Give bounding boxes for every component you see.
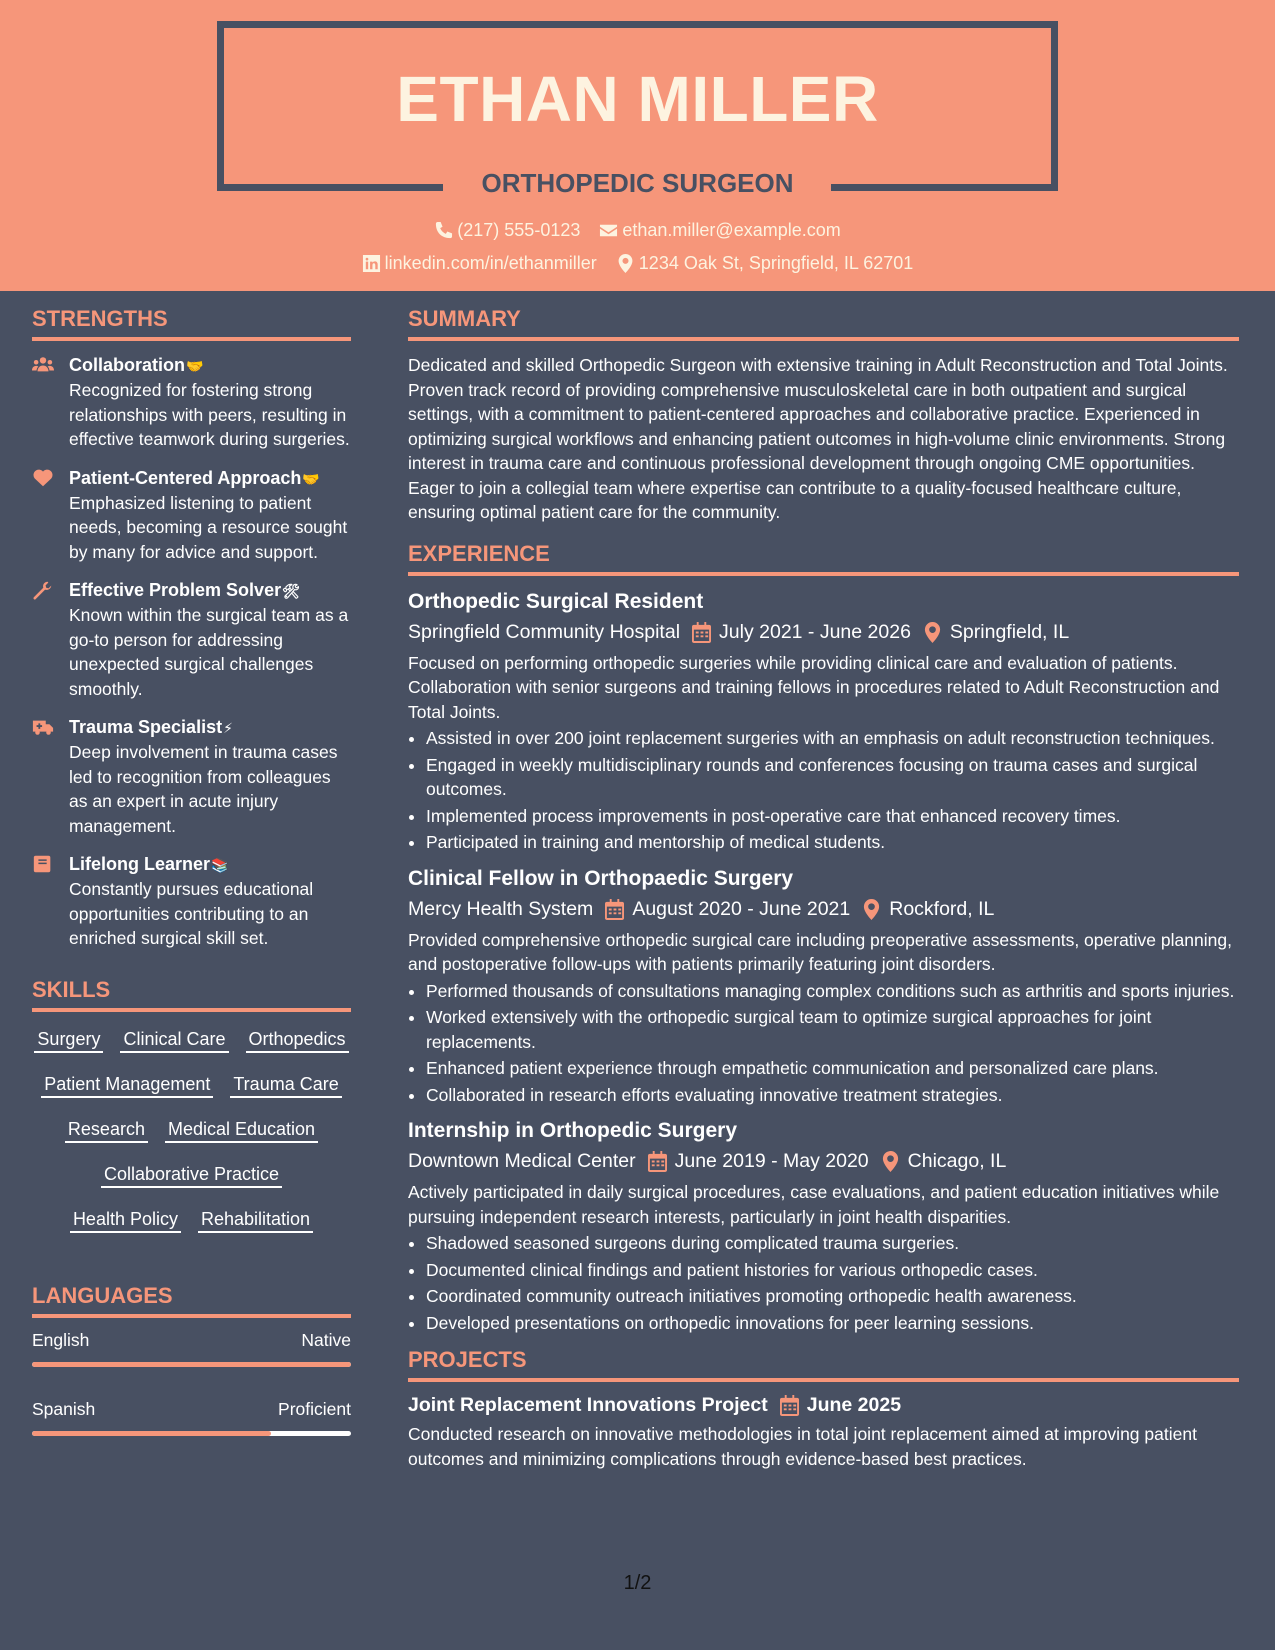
job-bullets bbox=[408, 1231, 1239, 1335]
strength-description: Deep involvement in trauma cases led to recognition from colleagues as an expert in acute injury management. bbox=[69, 742, 338, 836]
map-pin-icon bbox=[862, 899, 881, 920]
strength-description: Recognized for fostering strong relationships with peers, resulting in effective teamwork during surgeries. bbox=[69, 380, 350, 449]
phone-text: (217) 555-0123 bbox=[457, 220, 581, 240]
job-bullets bbox=[408, 979, 1239, 1108]
strength-description: Emphasized listening to patient needs, becoming a resource sought by many for advice and support. bbox=[69, 492, 348, 562]
phone-icon bbox=[434, 221, 453, 240]
languages-heading: LANGUAGES bbox=[32, 1283, 351, 1318]
job-bullet: • Worked extensively with the orthopedic surgical team to optimize surgical approaches for joint replacements. bbox=[426, 1005, 1239, 1054]
ambulance-icon bbox=[32, 717, 54, 737]
summary-text: Dedicated and skilled Orthopedic Surgeon with extensive training in Adult Reconstruction and Total Joints. Proven track record of providing comprehensive musculoskeletal care in both outpatient and surgical settings, with a commitment to patient-centered approaches and collaborative practice. Experienced in optimizing surgical workflows and enhancing patient outcomes in high-volume clinic environments. Strong interest in trauma care and continuous professional development through ongoing CME opportunities. Eager to join a collegial team where expertise can contribute to a quality-focused healthcare culture, ensuring optimal patient care for the community. bbox=[408, 355, 1228, 522]
lightning-icon: ⚡ bbox=[223, 720, 233, 736]
experience-item bbox=[408, 588, 1239, 855]
map-pin-icon bbox=[881, 1151, 900, 1172]
summary-heading: SUMMARY bbox=[408, 306, 1239, 341]
skill-tag: Clinical Care bbox=[120, 1024, 228, 1053]
phone-contact[interactable] bbox=[434, 220, 580, 241]
language-item bbox=[32, 1330, 351, 1351]
projects-heading: PROJECTS bbox=[408, 1347, 1239, 1382]
skill-tag: Research bbox=[65, 1114, 148, 1143]
job-meta bbox=[408, 621, 1239, 644]
skill-tag: Health Policy bbox=[70, 1204, 181, 1233]
job-company: Downtown Medical Center bbox=[408, 1150, 636, 1172]
job-title: Internship in Orthopedic Surgery bbox=[408, 1119, 738, 1142]
strength-title: Collaboration bbox=[69, 355, 185, 375]
job-company: Springfield Community Hospital bbox=[408, 620, 681, 643]
strength-item bbox=[32, 852, 351, 951]
skill-tag: Collaborative Practice bbox=[101, 1159, 282, 1188]
calendar-icon bbox=[605, 899, 624, 920]
job-bullet: • Developed presentations on orthopedic innovations for peer learning sessions. bbox=[426, 1311, 1239, 1336]
language-item bbox=[32, 1399, 351, 1420]
job-title: Clinical Fellow in Orthopaedic Surgery bbox=[408, 866, 794, 890]
map-pin-icon bbox=[616, 254, 635, 273]
project-header bbox=[408, 1394, 1239, 1417]
job-location: Rockford, IL bbox=[889, 897, 995, 920]
experience-item bbox=[408, 1117, 1239, 1335]
candidate-role: ORTHOPEDIC SURGEON bbox=[481, 168, 794, 198]
strength-item bbox=[32, 715, 351, 838]
language-name: Spanish bbox=[32, 1398, 96, 1419]
calendar-icon bbox=[692, 622, 711, 643]
job-description: Actively participated in daily surgical procedures, case evaluations, and patient education initiatives while pursuing independent research interests, particularly in joint health disparities. bbox=[408, 1182, 1220, 1227]
job-bullet: • Enhanced patient experience through empathetic communication and personalized care plans. bbox=[426, 1056, 1239, 1081]
map-pin-icon bbox=[923, 622, 942, 643]
book-icon bbox=[32, 854, 54, 874]
tools-icon: 🛠 bbox=[282, 583, 300, 599]
job-bullet: • Coordinated community outreach initiatives promoting orthopedic health awareness. bbox=[426, 1284, 1239, 1309]
contact-row-1 bbox=[0, 220, 1275, 245]
job-bullet: • Shadowed seasoned surgeons during complicated trauma surgeries. bbox=[426, 1231, 1239, 1256]
job-bullet: • Participated in training and mentorship of medical students. bbox=[426, 830, 1239, 855]
left-column bbox=[32, 306, 351, 1468]
language-level: Native bbox=[301, 1329, 351, 1350]
linkedin-text: linkedin.com/in/ethanmiller bbox=[384, 253, 597, 273]
job-bullets bbox=[408, 726, 1239, 855]
language-bar bbox=[32, 1431, 351, 1436]
strength-item bbox=[32, 466, 351, 565]
job-bullet: • Implemented process improvements in post-operative care that enhanced recovery times. bbox=[426, 804, 1239, 829]
resume-header bbox=[0, 0, 1275, 291]
handshake-icon: 🤝 bbox=[302, 470, 320, 487]
language-bar-fill bbox=[32, 1431, 271, 1436]
job-meta bbox=[408, 898, 1239, 921]
handshake-icon: 🤝 bbox=[186, 358, 204, 374]
experience-item bbox=[408, 865, 1239, 1108]
right-column bbox=[408, 306, 1239, 1471]
strength-title: Lifelong Learner bbox=[69, 854, 211, 874]
email-text: ethan.miller@example.com bbox=[622, 220, 841, 240]
strengths-heading: STRENGTHS bbox=[32, 306, 351, 341]
job-company: Mercy Health System bbox=[408, 897, 594, 920]
skill-tag: Surgery bbox=[34, 1024, 103, 1053]
job-meta bbox=[408, 1150, 1239, 1173]
job-description: Provided comprehensive orthopedic surgical care including preoperative assessments, operative planning, and postoperative follow-ups with patients primarily featuring joint disorders. bbox=[408, 929, 1232, 974]
skill-tag: Patient Management bbox=[41, 1069, 213, 1098]
job-dates: June 2019 - May 2020 bbox=[674, 1150, 869, 1172]
skill-tag: Medical Education bbox=[165, 1114, 318, 1143]
language-bar bbox=[32, 1362, 351, 1367]
candidate-name: ETHAN MILLER bbox=[396, 63, 879, 135]
strength-title: Patient-Centered Approach bbox=[69, 467, 302, 488]
address-contact bbox=[616, 253, 914, 274]
strength-item bbox=[32, 353, 351, 452]
job-bullet: • Engaged in weekly multidisciplinary rounds and conferences focusing on trauma cases and surgical outcomes. bbox=[426, 753, 1239, 802]
calendar-icon bbox=[648, 1151, 667, 1172]
languages-list bbox=[32, 1330, 351, 1436]
job-bullet: • Documented clinical findings and patient histories for various orthopedic cases. bbox=[426, 1258, 1239, 1283]
strength-description: Known within the surgical team as a go-to person for addressing unexpected surgical challenges smoothly. bbox=[69, 605, 349, 699]
skills-list bbox=[32, 1024, 351, 1249]
language-bar-fill bbox=[32, 1362, 351, 1367]
project-name: Joint Replacement Innovations Project bbox=[408, 1394, 768, 1416]
strength-item bbox=[32, 578, 351, 701]
project-date: June 2025 bbox=[806, 1394, 902, 1416]
job-bullet: • Collaborated in research efforts evaluating innovative treatment strategies. bbox=[426, 1083, 1239, 1108]
strength-title: Effective Problem Solver bbox=[69, 580, 282, 600]
strength-title: Trauma Specialist bbox=[69, 717, 223, 737]
experience-heading: EXPERIENCE bbox=[408, 541, 1239, 576]
job-dates: July 2021 - June 2026 bbox=[719, 620, 911, 643]
project-item bbox=[408, 1394, 1239, 1471]
skill-tag: Rehabilitation bbox=[198, 1204, 313, 1233]
envelope-icon bbox=[599, 221, 618, 240]
job-bullet: • Assisted in over 200 joint replacement surgeries with an emphasis on adult reconstruction techniques. bbox=[426, 726, 1239, 751]
skills-heading: SKILLS bbox=[32, 977, 351, 1012]
project-description: Conducted research on innovative methodologies in total joint replacement aimed at improving patient outcomes and minimizing complications through evidence-based best practices. bbox=[408, 1424, 1197, 1469]
page-indicator: 1/2 bbox=[623, 1572, 652, 1594]
linkedin-icon bbox=[362, 254, 381, 273]
email-contact[interactable] bbox=[599, 220, 840, 241]
job-dates: August 2020 - June 2021 bbox=[632, 897, 851, 920]
users-icon bbox=[32, 355, 54, 375]
strength-description: Constantly pursues educational opportunities contributing to an enriched surgical skill set. bbox=[69, 879, 314, 948]
job-location: Chicago, IL bbox=[907, 1150, 1007, 1172]
contact-row-2 bbox=[0, 253, 1275, 278]
linkedin-contact[interactable] bbox=[362, 253, 597, 274]
heart-icon bbox=[32, 468, 54, 488]
calendar-icon bbox=[780, 1395, 799, 1416]
language-name: English bbox=[32, 1329, 90, 1350]
job-location: Springfield, IL bbox=[949, 620, 1070, 643]
skill-tag: Orthopedics bbox=[246, 1024, 349, 1053]
language-level: Proficient bbox=[278, 1398, 351, 1419]
address-text: 1234 Oak St, Springfield, IL 62701 bbox=[638, 253, 914, 273]
job-bullet: • Performed thousands of consultations managing complex conditions such as arthritis and sports injuries. bbox=[426, 979, 1239, 1004]
job-title: Orthopedic Surgical Resident bbox=[408, 589, 704, 613]
skill-tag: Trauma Care bbox=[230, 1069, 341, 1098]
books-icon: 📚 bbox=[211, 857, 229, 873]
wrench-icon bbox=[32, 580, 54, 600]
job-description: Focused on performing orthopedic surgeries while providing clinical care and evaluation of patients. Collaboration with senior surgeons and training fellows in procedures related to Adult Reconstruction and Total Joints. bbox=[408, 652, 1220, 722]
